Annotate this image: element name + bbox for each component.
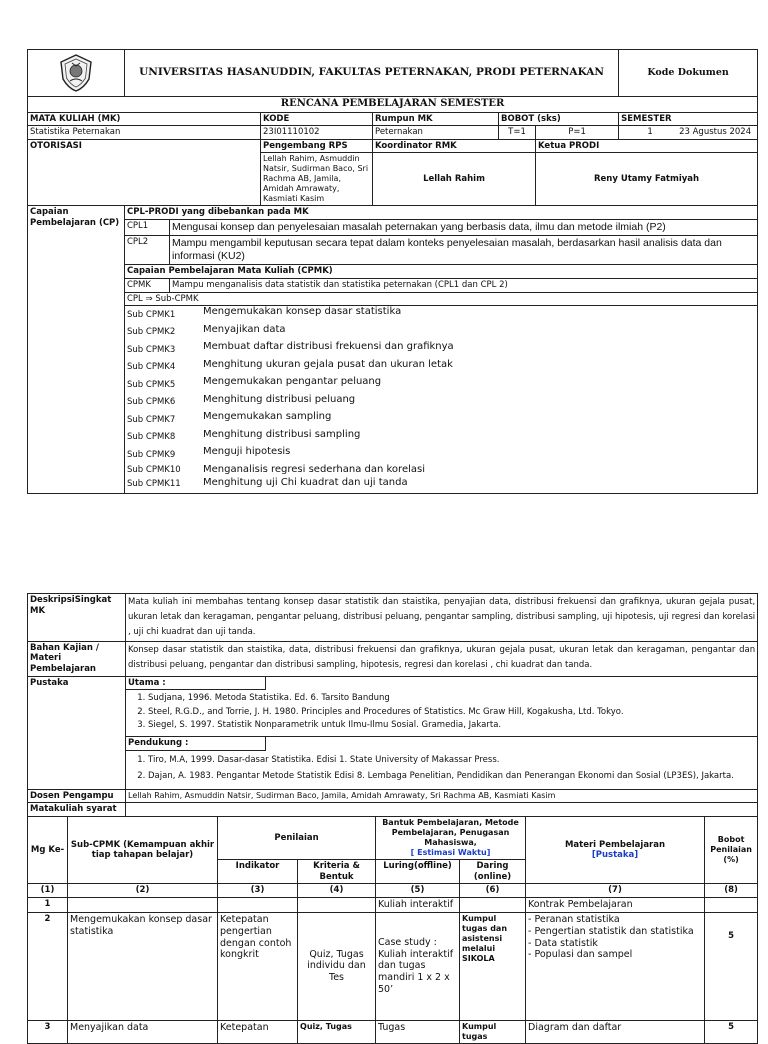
document-title: RENCANA PEMBELAJARAN SEMESTER bbox=[28, 97, 758, 113]
sub-cpmk-section bbox=[125, 292, 758, 493]
bobot-p-value: P=1 bbox=[536, 126, 619, 140]
schedule-row bbox=[28, 897, 758, 912]
row-kriteria: Quiz, Tugas individu dan Tes bbox=[298, 912, 376, 1020]
ketua-value: Reny Utamy Fatmiyah bbox=[536, 153, 758, 206]
sub-cpmk-row bbox=[125, 376, 757, 394]
header-bantuk bbox=[376, 817, 526, 860]
utama-item: 3. Siegel, S. 1997. Statistik Nonparametrik untuk Ilmu-Ilmu Sosial. Gramedia, Jakarta. bbox=[148, 720, 757, 731]
sub-cpmk-text: Menyajikan data bbox=[203, 323, 286, 335]
pustaka-label: Pustaka bbox=[28, 676, 126, 789]
row-bobot bbox=[705, 897, 758, 912]
header-materi-text: Materi Pembelajaran bbox=[564, 839, 666, 850]
header-mg: Mg Ke- bbox=[28, 817, 68, 884]
pustaka-pendukung-section bbox=[126, 737, 758, 790]
sub-cpmk-code: Sub CPMK8 bbox=[127, 432, 176, 443]
institution-title: UNIVERSITAS HASANUDDIN, FAKULTAS PETERNAKAN, PRODI PETERNAKAN bbox=[125, 50, 619, 97]
tgl-value: 23 Agustus 2024 bbox=[679, 127, 752, 138]
sub-cpmk-code: Sub CPMK11 bbox=[127, 479, 181, 490]
semester-tgl-cell bbox=[619, 126, 758, 140]
kode-dokumen: Kode Dokumen bbox=[619, 50, 758, 97]
row-luring: Kuliah interaktif bbox=[376, 897, 460, 912]
syarat-text bbox=[126, 803, 758, 817]
kode-value: 23I01110102 bbox=[261, 126, 373, 140]
row-mg: 3 bbox=[28, 1020, 68, 1043]
cpl1-code: CPL1 bbox=[125, 220, 170, 236]
header-kriteria: Kriteria & Bentuk bbox=[298, 860, 376, 884]
university-logo bbox=[30, 51, 122, 95]
koordinator-label: Koordinator RMK bbox=[373, 139, 536, 153]
pendukung-list bbox=[126, 751, 757, 789]
pustaka-utama-section bbox=[126, 676, 758, 737]
schedule-row bbox=[28, 1020, 758, 1043]
row-kriteria bbox=[298, 897, 376, 912]
header-indikator: Indikator bbox=[218, 860, 298, 884]
sub-cpmk-text: Menguji hipotesis bbox=[203, 446, 291, 458]
header-daring: Daring (online) bbox=[460, 860, 526, 884]
header-bantuk-text: Bantuk Pembelajaran, Metode Pembelajaran, Penugasan Mahasiswa, bbox=[382, 818, 519, 848]
cpl2-text: Mampu mengambil keputusan secara tepat dalam konteks penyelesaian masalah, berdasarkan hasil analisis data dan informasi (KU2) bbox=[170, 236, 758, 265]
row-bobot: 5 bbox=[705, 1020, 758, 1043]
sub-cpmk-code: Sub CPMK6 bbox=[127, 397, 176, 408]
bahan-label: Bahan Kajian / Materi Pembelajaran bbox=[28, 641, 126, 676]
sub-cpmk-row bbox=[125, 429, 757, 447]
header-sub-cpmk: Sub-CPMK (Kemampuan akhir tiap tahapan belajar) bbox=[68, 817, 218, 884]
utama-list bbox=[126, 690, 757, 736]
row-bobot: 5 bbox=[705, 912, 758, 1020]
ketua-label: Ketua PRODI bbox=[536, 139, 758, 153]
utama-item: 2. Steel, R.G.D., and Torrie, J. H. 1980. Principles and Procedures of Statistics. Mc Graw Hill, Kogakusha, Ltd. Tokyo. bbox=[148, 707, 757, 718]
utama-label: Utama : bbox=[126, 677, 266, 691]
sub-cpmk-text: Mengemukakan sampling bbox=[203, 411, 332, 423]
deskripsi-text: Mata kuliah ini membahas tentang konsep dasar statistik dan staistika, penyajian data, distribusi frekuensi dan grafiknya, ukuran gejala pusat, ukuran letak dan keragaman, pengantar peluang, distribusi peluang, pengantar sampling, distribusi sampling, uji hipotesis, uji regresi dan korelasi , uji chi kuadrat dan uji tanda. bbox=[126, 594, 758, 642]
mata-kuliah-value: Statistika Peternakan bbox=[28, 126, 261, 140]
pengembang-label: Pengembang RPS bbox=[261, 139, 373, 153]
cpl-header: CPL-PRODI yang dibebankan pada MK bbox=[125, 206, 758, 220]
row-indikator: Ketepatan bbox=[218, 1020, 298, 1043]
col-num: (6) bbox=[460, 884, 526, 898]
sub-cpmk-code: Sub CPMK7 bbox=[127, 414, 176, 425]
university-seal-icon bbox=[58, 53, 94, 93]
cpmk-code: CPMK bbox=[125, 279, 170, 293]
sub-cpmk-text: Membuat daftar distribusi frekuensi dan grafiknya bbox=[203, 341, 454, 353]
col-semester: SEMESTER bbox=[619, 112, 758, 126]
header-penilaian: Penilaian bbox=[218, 817, 376, 860]
sub-cpmk-row bbox=[125, 306, 757, 324]
col-num: (8) bbox=[705, 884, 758, 898]
dosen-label: Dosen Pengampu bbox=[28, 789, 126, 803]
capaian-label: Capaian Pembelajaran (CP) bbox=[28, 206, 125, 493]
col-num: (4) bbox=[298, 884, 376, 898]
sub-cpmk-code: Sub CPMK5 bbox=[127, 379, 176, 390]
syarat-label: Matakuliah syarat bbox=[28, 803, 126, 817]
row-daring: Kumpul tugas bbox=[460, 1020, 526, 1043]
header-bobot: Bobot Penilaian (%) bbox=[705, 817, 758, 884]
deskripsi-label: DeskripsiSingkat MK bbox=[28, 594, 126, 642]
pendukung-item: 2. Dajan, A. 1983. Pengantar Metode Statistik Edisi 8. Lembaga Penelitian, Pendidikan dan Penerangan Ekonomi dan Sosial (LP3ES), Jakarta. bbox=[148, 770, 757, 784]
sub-cpmk-list bbox=[125, 306, 757, 493]
sub-cpmk-row bbox=[125, 359, 757, 377]
pendukung-label: Pendukung : bbox=[126, 737, 266, 751]
sub-cpmk-text: Mengemukakan pengantar peluang bbox=[203, 376, 382, 388]
row-indikator: Ketepatan pengertian dengan contoh kongkrit bbox=[218, 912, 298, 1020]
bahan-text: Konsep dasar statistik dan staistika, data, distribusi frekuensi dan grafiknya, ukuran gejala pusat, ukuran letak dan keragaman, pengantar dan distribusi peluang, pengantar dan distribusi sampling, hipotesis, regresi dan korelasi , chi kuadrat dan tanda. bbox=[126, 641, 758, 676]
header-materi bbox=[526, 817, 705, 884]
pengembang-value: Lellah Rahim, Asmuddin Natsir, Sudirman Baco, Sri Rachma AB, Jamila, Amidah Amrawaty, Kasmiati Kasim bbox=[261, 153, 373, 206]
logo-cell bbox=[28, 50, 125, 97]
row-daring: Kumpul tugas dan asistensi melalui SIKOLA bbox=[460, 912, 526, 1020]
col-num: (7) bbox=[526, 884, 705, 898]
row-luring: Case study : Kuliah interaktif dan tugas mandiri 1 x 2 x 50’ bbox=[376, 912, 460, 1020]
koordinator-value: Lellah Rahim bbox=[373, 153, 536, 206]
col-bobot: BOBOT (sks) bbox=[499, 112, 619, 126]
rumpun-value: Peternakan bbox=[373, 126, 499, 140]
row-materi: Diagram dan daftar bbox=[526, 1020, 705, 1043]
utama-item: 1. Sudjana, 1996. Metoda Statistika. Ed. 6. Tarsito Bandung bbox=[148, 693, 757, 704]
bobot-t-value: T=1 bbox=[499, 126, 536, 140]
col-rumpun: Rumpun MK bbox=[373, 112, 499, 126]
sub-cpmk-text: Menghitung distribusi sampling bbox=[203, 428, 361, 440]
row-indikator bbox=[218, 897, 298, 912]
row-luring: Tugas bbox=[376, 1020, 460, 1043]
sub-cpmk-text: Menghitung distribusi peluang bbox=[203, 393, 356, 405]
sub-cpmk-header: CPL ⇒ Sub-CPMK bbox=[125, 293, 757, 307]
row-materi: - Peranan statistika - Pengertian statistik dan statistika - Data statistik - Populasi dan sampel bbox=[526, 912, 705, 1020]
rps-detail-table bbox=[27, 593, 758, 1044]
pendukung-item: 1. Tiro, M.A, 1999. Dasar-dasar Statistika. Edisi 1. State University of Makassar Press. bbox=[148, 754, 757, 768]
sub-cpmk-row bbox=[125, 341, 757, 359]
col-num: (3) bbox=[218, 884, 298, 898]
header-estimasi: [ Estimasi Waktu] bbox=[410, 848, 491, 858]
sub-cpmk-row bbox=[125, 411, 757, 429]
row-mg: 1 bbox=[28, 897, 68, 912]
sub-cpmk-text: Menghitung ukuran gejala pusat dan ukuran letak bbox=[203, 358, 453, 370]
sub-cpmk-code: Sub CPMK10 bbox=[127, 464, 181, 475]
row-sub bbox=[68, 897, 218, 912]
col-kode: KODE bbox=[261, 112, 373, 126]
col-num: (5) bbox=[376, 884, 460, 898]
sub-cpmk-code: Sub CPMK3 bbox=[127, 344, 176, 355]
dosen-text: Lellah Rahim, Asmuddin Natsir, Sudirman Baco, Jamila, Amidah Amrawaty, Sri Rachma AB, Kasmiati Kasim bbox=[126, 789, 758, 803]
header-pustaka: [Pustaka] bbox=[591, 850, 639, 861]
cpmk-header: Capaian Pembelajaran Mata Kuliah (CPMK) bbox=[125, 265, 758, 279]
sub-cpmk-text: Mengemukakan konsep dasar statistika bbox=[203, 306, 402, 318]
sub-cpmk-code: Sub CPMK4 bbox=[127, 362, 176, 373]
cpl2-code: CPL2 bbox=[125, 236, 170, 265]
col-num: (2) bbox=[68, 884, 218, 898]
sub-cpmk-code: Sub CPMK9 bbox=[127, 449, 176, 460]
schedule-row bbox=[28, 912, 758, 1020]
sub-cpmk-row bbox=[125, 394, 757, 412]
row-mg: 2 bbox=[28, 912, 68, 1020]
col-num: (1) bbox=[28, 884, 68, 898]
header-luring: Luring(offline) bbox=[376, 860, 460, 884]
rps-header-table bbox=[27, 49, 758, 494]
row-kriteria: Quiz, Tugas bbox=[298, 1020, 376, 1043]
sub-cpmk-row bbox=[125, 446, 757, 464]
row-sub: Menyajikan data bbox=[68, 1020, 218, 1043]
col-mata-kuliah: MATA KULIAH (MK) bbox=[28, 112, 261, 126]
sub-cpmk-code: Sub CPMK1 bbox=[127, 309, 176, 320]
semester-value: 1 bbox=[647, 127, 653, 138]
cpl1-text: Mengusai konsep dan penyelesaian masalah peternakan yang berbasis data, ilmu dan metode ilmiah (P2) bbox=[170, 220, 758, 236]
row-materi: Kontrak Pembelajaran bbox=[526, 897, 705, 912]
sub-cpmk-code: Sub CPMK2 bbox=[127, 327, 176, 338]
otorisasi-label: OTORISASI bbox=[28, 139, 261, 206]
sub-cpmk-text: Menganalisis regresi sederhana dan korelasi bbox=[203, 463, 425, 475]
sub-cpmk-text: Menghitung uji Chi kuadrat dan uji tanda bbox=[203, 476, 408, 488]
sub-cpmk-row bbox=[125, 477, 757, 493]
sub-cpmk-row bbox=[125, 464, 757, 477]
sub-cpmk-row bbox=[125, 324, 757, 342]
cpmk-text: Mampu menganalisis data statistik dan statistika peternakan (CPL1 dan CPL 2) bbox=[170, 279, 758, 293]
row-sub: Mengemukakan konsep dasar statistika bbox=[68, 912, 218, 1020]
row-daring bbox=[460, 897, 526, 912]
